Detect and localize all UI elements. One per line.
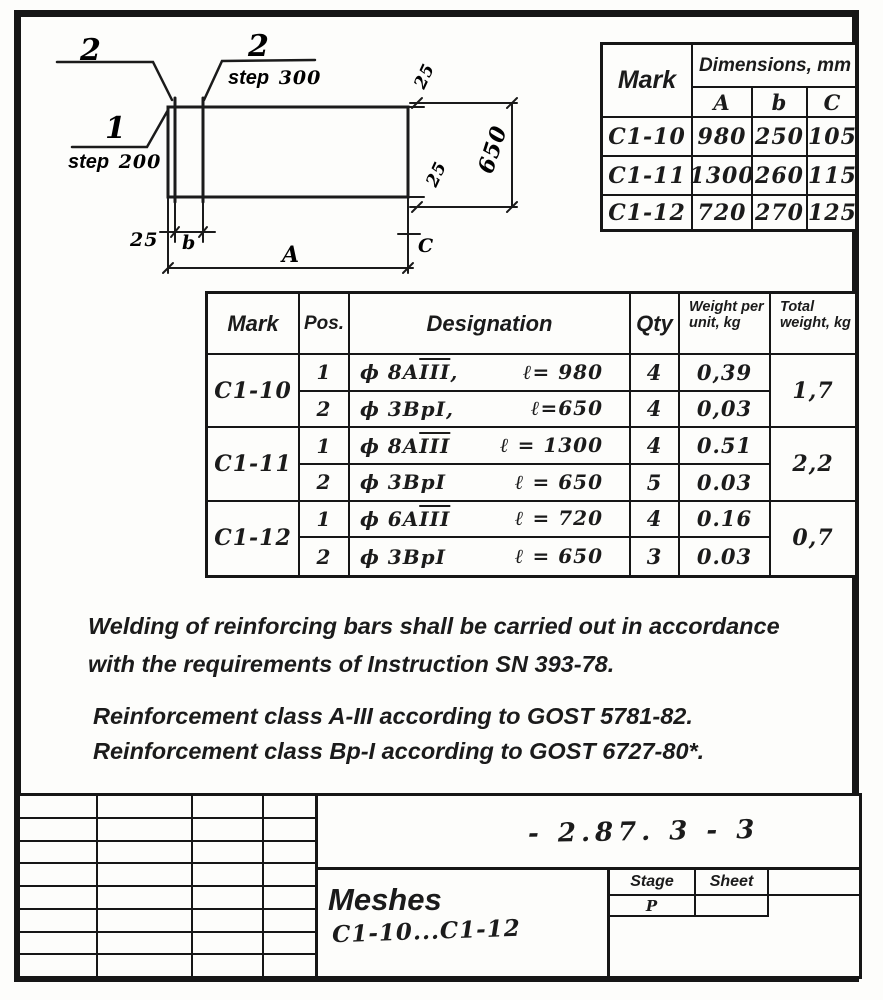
stage-label: Stage [610,870,696,896]
spec-pos: 2 [300,392,350,429]
dim-row-b: 250 [753,118,808,157]
specification-table [205,291,858,578]
designation-length: ℓ = 720 [515,506,603,531]
spec-mark: C1-10 [208,355,300,428]
designation-suffix: , [445,396,454,421]
spec-header-weight: Weight per unit, kg [680,294,771,355]
spec-weight: 0.51 [680,428,771,465]
spec-weight: 0.03 [680,538,771,575]
spec-designation [350,538,631,575]
spec-mark: C1-11 [208,428,300,501]
spec-weight: 0,03 [680,392,771,429]
dim-row-c: 115 [808,157,857,196]
dim-row-b: 270 [753,196,808,229]
stage-sheet-area [610,870,859,976]
designation-class: $\overline{III}$ [419,433,451,458]
spec-weight: 0.03 [680,465,771,502]
spec-qty: 4 [631,428,680,465]
note-welding-line2: with the requirements of Instruction SN 393-78. [88,651,615,677]
spec-designation [350,428,631,465]
spec-pos: 2 [300,465,350,502]
dim-row-mark: C1-12 [603,196,693,229]
drawing-name-marks: C1-10...C1-12 [331,914,522,949]
spec-pos: 1 [300,355,350,392]
dim-row-c: 125 [808,199,857,226]
title-block [17,793,862,979]
dim-25-left: 25 [130,229,159,251]
empty-value-cell [769,896,859,917]
note-class-bp1: Reinforcement class Bp-I according to GOST 6727-80*. [93,738,705,764]
spec-header-qty: Qty [631,294,680,355]
spec-header-pos: Pos. [300,294,350,355]
spec-header-mark: Mark [208,294,300,355]
spec-weight: 0,39 [680,355,771,392]
spec-qty: 4 [631,502,680,539]
designation-length: ℓ= 980 [522,359,603,384]
spec-designation [350,465,631,502]
designation-class: $\overline{III}$ [419,506,451,531]
dim-row-a: 980 [693,118,753,157]
designation-length: ℓ = 650 [515,544,603,569]
spec-total-weight: 2,2 [771,428,855,501]
dim-row-mark: C1-10 [603,118,693,157]
dimensions-table [600,42,858,232]
step-200-label: step 200 [68,151,162,173]
revision-grid-column [264,796,315,976]
drawing-name: Meshes [328,882,442,917]
revision-grid-column [193,796,264,976]
designation-text: ϕ 3BpI [360,396,446,421]
dim-row-c: 105 [808,118,857,157]
callout-2-near-label: 2 [248,29,270,64]
leader-line-2-far [57,62,172,100]
revision-grid-column [20,796,98,976]
drawing-name-cell [318,870,610,976]
dim-col-c: C [808,88,857,118]
callout-2-far-label: 2 [80,33,102,68]
note-class-a3: Reinforcement class A-III according to GOST 5781-82. [93,703,693,729]
spec-designation [350,392,631,429]
callout-1-label: 1 [105,111,127,146]
spec-total-weight: 0,7 [792,525,834,552]
dim-row-a: 720 [693,196,753,229]
spec-header-designation: Designation [350,294,631,355]
empty-header-cell [769,870,859,896]
dim-table-mark-header: Mark [603,45,693,118]
dim-row-a: 1300 [693,157,753,196]
revision-grid-column [98,796,193,976]
document-number-cell [318,796,859,870]
spec-qty: 4 [631,392,680,429]
spec-pos: 2 [300,538,350,575]
spec-pos: 1 [300,428,350,465]
spec-header-total: Total weight, kg [771,294,855,355]
sheet-label: Sheet [696,870,769,896]
dim-25-right-bottom: 25 [422,158,452,191]
spec-total-weight: 1,7 [771,355,855,428]
designation-text: ϕ 3BpI [360,470,446,495]
spec-designation [350,355,631,392]
designation-class: $\overline{III}$ [419,360,451,385]
stage-value: P [610,896,696,917]
dim-25-right-top: 25 [410,60,440,93]
dim-col-a: A [693,88,753,118]
document-number: - 2.87. 3 - 3 [527,814,760,849]
designation-text: ϕ 8A [360,360,420,385]
dim-b: b [182,232,197,254]
spec-qty: 4 [631,355,680,392]
mesh-diagram [20,20,620,290]
spec-weight: 0.16 [680,502,771,539]
note-welding-line1: Welding of reinforcing bars shall be carried out in accordance [88,613,780,639]
designation-text: ϕ 3BpI [360,544,446,569]
revision-grid [20,796,318,976]
sheet-value-cell [696,896,769,917]
step-300-label: step 300 [228,67,322,89]
dim-c: C [418,235,435,257]
spec-designation [350,502,631,539]
spec-mark: C1-12 [208,502,300,575]
designation-text: ϕ 6A [360,506,420,531]
designation-length: ℓ = 1300 [500,433,603,458]
designation-suffix: , [450,360,459,385]
spec-qty: 3 [631,538,680,575]
designation-length: ℓ=650 [530,396,603,421]
dim-650: 650 [472,122,513,177]
dim-row-mark: C1-11 [603,157,693,196]
dim-col-b: b [753,88,808,118]
designation-length: ℓ = 650 [515,469,603,494]
title-block-right [318,796,859,976]
spec-qty: 5 [631,465,680,502]
spec-pos: 1 [300,502,350,539]
signature-empty-cell [610,917,859,976]
dim-table-dims-header: Dimensions, mm [693,45,857,88]
dim-a: A [282,242,301,268]
dim-row-b: 260 [753,157,808,196]
designation-text: ϕ 8A [360,433,420,458]
